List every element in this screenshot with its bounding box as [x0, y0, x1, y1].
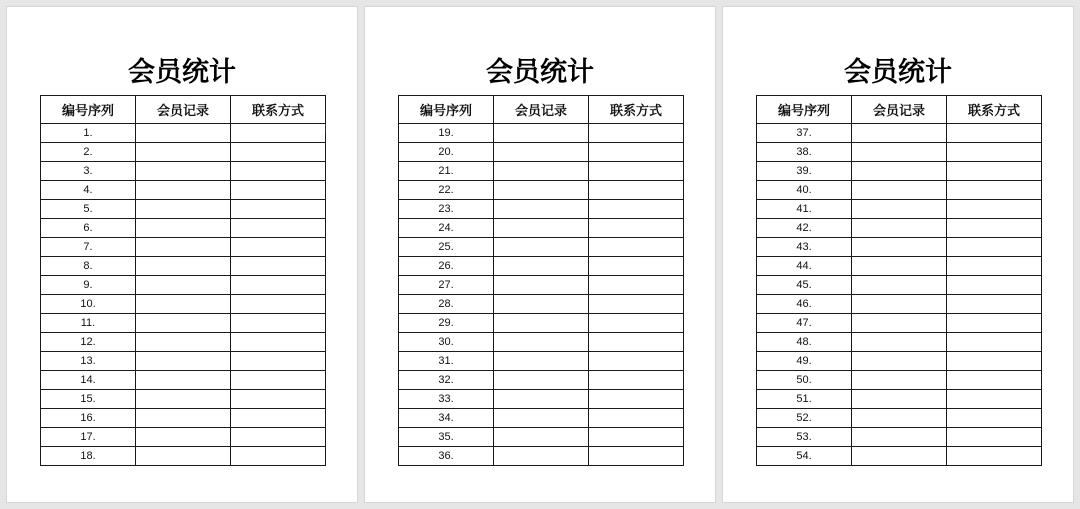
serial-number-cell[interactable]: 3.: [41, 162, 136, 181]
member-record-cell[interactable]: [494, 428, 589, 447]
table-row: [757, 447, 1042, 466]
contact-info-cell[interactable]: [589, 181, 684, 200]
table-row: [399, 276, 684, 295]
table-header-row: [399, 96, 684, 124]
table-row: [41, 447, 326, 466]
table-row: [41, 124, 326, 143]
serial-number-cell[interactable]: 12.: [41, 333, 136, 352]
contact-info-cell[interactable]: [947, 352, 1042, 371]
member-record-cell[interactable]: [852, 200, 947, 219]
table-row: [757, 390, 1042, 409]
table-body: [399, 124, 684, 466]
serial-number-cell[interactable]: 28.: [399, 295, 494, 314]
serial-number-cell[interactable]: 39.: [757, 162, 852, 181]
member-record-cell[interactable]: [136, 181, 231, 200]
text-cursor: [325, 124, 326, 133]
table-row: [399, 409, 684, 428]
member-table: [398, 95, 684, 466]
member-record-cell[interactable]: [852, 390, 947, 409]
table-row: [757, 371, 1042, 390]
contact-info-cell[interactable]: [589, 238, 684, 257]
table-row: [399, 295, 684, 314]
table-row: [757, 314, 1042, 333]
member-record-cell[interactable]: [136, 352, 231, 371]
contact-info-cell[interactable]: [947, 333, 1042, 352]
table-row: [399, 428, 684, 447]
serial-number-cell[interactable]: 6.: [41, 219, 136, 238]
contact-info-cell[interactable]: [947, 124, 1042, 143]
table-row: [399, 162, 684, 181]
member-record-cell[interactable]: [136, 428, 231, 447]
member-record-cell[interactable]: [852, 409, 947, 428]
member-record-cell[interactable]: [136, 200, 231, 219]
header-member-record: 会员记录: [852, 96, 947, 124]
page-title: 会员统计: [486, 57, 594, 88]
serial-number-cell[interactable]: 23.: [399, 200, 494, 219]
member-record-cell[interactable]: [852, 257, 947, 276]
member-record-cell[interactable]: [852, 181, 947, 200]
table-row: [399, 238, 684, 257]
member-record-cell[interactable]: [852, 371, 947, 390]
member-record-cell[interactable]: [494, 143, 589, 162]
contact-info-cell[interactable]: [589, 143, 684, 162]
document-page-3: [723, 7, 1073, 502]
serial-number-cell[interactable]: 42.: [757, 219, 852, 238]
member-record-cell[interactable]: [494, 409, 589, 428]
contact-info-cell[interactable]: [947, 257, 1042, 276]
serial-number-cell[interactable]: 17.: [41, 428, 136, 447]
contact-info-cell[interactable]: [231, 238, 326, 257]
serial-number-cell[interactable]: 21.: [399, 162, 494, 181]
contact-info-cell[interactable]: [947, 428, 1042, 447]
contact-info-cell[interactable]: [231, 200, 326, 219]
member-record-cell[interactable]: [136, 314, 231, 333]
document-page-1: [7, 7, 357, 502]
member-record-cell[interactable]: [494, 314, 589, 333]
member-record-cell[interactable]: [136, 447, 231, 466]
contact-info-cell[interactable]: [231, 428, 326, 447]
table-body: [757, 124, 1042, 466]
table-row: [41, 162, 326, 181]
contact-info-cell[interactable]: [589, 314, 684, 333]
member-record-cell[interactable]: [494, 238, 589, 257]
table-row: [757, 124, 1042, 143]
member-table: [40, 95, 326, 466]
table-row: [41, 295, 326, 314]
member-record-cell[interactable]: [494, 371, 589, 390]
contact-info-cell[interactable]: [231, 295, 326, 314]
header-serial-number: 编号序列: [41, 96, 136, 124]
table-row: [41, 314, 326, 333]
contact-info-cell[interactable]: [231, 143, 326, 162]
serial-number-cell[interactable]: 31.: [399, 352, 494, 371]
serial-number-cell[interactable]: 53.: [757, 428, 852, 447]
table-row: [41, 238, 326, 257]
member-table: [756, 95, 1042, 466]
contact-info-cell[interactable]: [589, 333, 684, 352]
member-record-cell[interactable]: [136, 162, 231, 181]
contact-info-cell[interactable]: [231, 181, 326, 200]
contact-info-cell[interactable]: [589, 409, 684, 428]
member-record-cell[interactable]: [136, 295, 231, 314]
contact-info-cell[interactable]: [947, 390, 1042, 409]
contact-info-cell[interactable]: [947, 371, 1042, 390]
serial-number-cell[interactable]: 51.: [757, 390, 852, 409]
header-contact-info: 联系方式: [589, 96, 684, 124]
member-record-cell[interactable]: [852, 219, 947, 238]
table-row: [757, 219, 1042, 238]
table-body: [41, 124, 326, 466]
serial-number-cell[interactable]: 54.: [757, 447, 852, 466]
serial-number-cell[interactable]: 33.: [399, 390, 494, 409]
table-row: [41, 219, 326, 238]
member-record-cell[interactable]: [852, 143, 947, 162]
serial-number-cell[interactable]: 35.: [399, 428, 494, 447]
member-record-cell[interactable]: [852, 124, 947, 143]
header-contact-info: 联系方式: [231, 96, 326, 124]
table-row: [41, 333, 326, 352]
contact-info-cell[interactable]: [589, 428, 684, 447]
serial-number-cell[interactable]: 9.: [41, 276, 136, 295]
serial-number-cell[interactable]: 50.: [757, 371, 852, 390]
member-record-cell[interactable]: [852, 238, 947, 257]
contact-info-cell[interactable]: [231, 390, 326, 409]
contact-info-cell[interactable]: [231, 371, 326, 390]
document-page-2: [365, 7, 715, 502]
contact-info-cell[interactable]: [231, 447, 326, 466]
serial-number-cell[interactable]: 32.: [399, 371, 494, 390]
contact-info-cell[interactable]: [231, 257, 326, 276]
serial-number-cell[interactable]: 11.: [41, 314, 136, 333]
serial-number-cell[interactable]: 4.: [41, 181, 136, 200]
contact-info-cell[interactable]: [947, 143, 1042, 162]
contact-info-cell[interactable]: [589, 390, 684, 409]
table-row: [757, 352, 1042, 371]
table-row: [757, 162, 1042, 181]
member-record-cell[interactable]: [852, 295, 947, 314]
serial-number-cell[interactable]: 8.: [41, 257, 136, 276]
table-row: [41, 143, 326, 162]
member-record-cell[interactable]: [136, 409, 231, 428]
header-contact-info: 联系方式: [947, 96, 1042, 124]
contact-info-cell[interactable]: [947, 238, 1042, 257]
member-record-cell[interactable]: [494, 181, 589, 200]
serial-number-cell[interactable]: 43.: [757, 238, 852, 257]
member-record-cell[interactable]: [494, 124, 589, 143]
table-row: [757, 257, 1042, 276]
table-row: [41, 390, 326, 409]
contact-info-cell[interactable]: [231, 352, 326, 371]
serial-number-cell[interactable]: 44.: [757, 257, 852, 276]
table-row: [41, 428, 326, 447]
table-row: [757, 409, 1042, 428]
serial-number-cell[interactable]: 22.: [399, 181, 494, 200]
contact-info-cell[interactable]: [947, 447, 1042, 466]
header-member-record: 会员记录: [136, 96, 231, 124]
member-record-cell[interactable]: [852, 276, 947, 295]
contact-info-cell[interactable]: [589, 447, 684, 466]
contact-info-cell[interactable]: [947, 409, 1042, 428]
member-record-cell[interactable]: [136, 238, 231, 257]
member-record-cell[interactable]: [136, 390, 231, 409]
contact-info-cell[interactable]: [947, 181, 1042, 200]
serial-number-cell[interactable]: 34.: [399, 409, 494, 428]
table-row: [399, 447, 684, 466]
serial-number-cell[interactable]: 30.: [399, 333, 494, 352]
contact-info-cell[interactable]: [589, 162, 684, 181]
member-record-cell[interactable]: [136, 257, 231, 276]
table-row: [399, 371, 684, 390]
serial-number-cell[interactable]: 5.: [41, 200, 136, 219]
member-record-cell[interactable]: [494, 276, 589, 295]
header-serial-number: 编号序列: [757, 96, 852, 124]
contact-info-cell[interactable]: [231, 333, 326, 352]
contact-info-cell[interactable]: [947, 314, 1042, 333]
member-record-cell[interactable]: [494, 200, 589, 219]
table-row: [757, 238, 1042, 257]
member-record-cell[interactable]: [494, 352, 589, 371]
member-record-cell[interactable]: [852, 333, 947, 352]
table-row: [399, 181, 684, 200]
member-record-cell[interactable]: [852, 314, 947, 333]
contact-info-cell[interactable]: [231, 314, 326, 333]
serial-number-cell[interactable]: 45.: [757, 276, 852, 295]
serial-number-cell[interactable]: 13.: [41, 352, 136, 371]
contact-info-cell[interactable]: [589, 124, 684, 143]
table-header-row: [41, 96, 326, 124]
serial-number-cell[interactable]: 2.: [41, 143, 136, 162]
contact-info-cell[interactable]: [947, 295, 1042, 314]
member-record-cell[interactable]: [852, 352, 947, 371]
member-record-cell[interactable]: [136, 333, 231, 352]
serial-number-cell[interactable]: 38.: [757, 143, 852, 162]
header-serial-number: 编号序列: [399, 96, 494, 124]
contact-info-cell[interactable]: [589, 200, 684, 219]
serial-number-cell[interactable]: 48.: [757, 333, 852, 352]
page-title: 会员统计: [128, 57, 236, 88]
contact-info-cell[interactable]: [947, 276, 1042, 295]
contact-info-cell[interactable]: [589, 257, 684, 276]
member-record-cell[interactable]: [494, 447, 589, 466]
table-row: [399, 390, 684, 409]
serial-number-cell[interactable]: 27.: [399, 276, 494, 295]
contact-info-cell[interactable]: [589, 371, 684, 390]
contact-info-cell[interactable]: [589, 276, 684, 295]
member-record-cell[interactable]: [136, 371, 231, 390]
serial-number-cell[interactable]: 24.: [399, 219, 494, 238]
table-row: [757, 200, 1042, 219]
table-row: [757, 181, 1042, 200]
table-row: [41, 276, 326, 295]
member-record-cell[interactable]: [494, 257, 589, 276]
member-record-cell[interactable]: [852, 162, 947, 181]
contact-info-cell[interactable]: [231, 276, 326, 295]
contact-info-cell[interactable]: [231, 409, 326, 428]
member-record-cell[interactable]: [494, 390, 589, 409]
member-record-cell[interactable]: [136, 143, 231, 162]
serial-number-cell[interactable]: 37.: [757, 124, 852, 143]
serial-number-cell[interactable]: 52.: [757, 409, 852, 428]
serial-number-cell[interactable]: 26.: [399, 257, 494, 276]
serial-number-cell[interactable]: 46.: [757, 295, 852, 314]
table-row: [399, 219, 684, 238]
serial-number-cell[interactable]: 29.: [399, 314, 494, 333]
contact-info-cell[interactable]: [589, 295, 684, 314]
serial-number-cell[interactable]: 47.: [757, 314, 852, 333]
table-row: [41, 409, 326, 428]
member-record-cell[interactable]: [852, 447, 947, 466]
contact-info-cell[interactable]: [589, 219, 684, 238]
member-record-cell[interactable]: [852, 428, 947, 447]
table-row: [399, 352, 684, 371]
member-record-cell[interactable]: [136, 219, 231, 238]
page-title: 会员统计: [844, 57, 952, 88]
table-row: [399, 143, 684, 162]
serial-number-cell[interactable]: 41.: [757, 200, 852, 219]
member-record-cell[interactable]: [136, 276, 231, 295]
serial-number-cell[interactable]: 18.: [41, 447, 136, 466]
table-row: [41, 352, 326, 371]
serial-number-cell[interactable]: 20.: [399, 143, 494, 162]
table-row: [41, 257, 326, 276]
table-row: [41, 181, 326, 200]
contact-info-cell[interactable]: [947, 162, 1042, 181]
table-row: [399, 124, 684, 143]
serial-number-cell[interactable]: 19.: [399, 124, 494, 143]
contact-info-cell[interactable]: [947, 219, 1042, 238]
serial-number-cell[interactable]: 16.: [41, 409, 136, 428]
serial-number-cell[interactable]: 40.: [757, 181, 852, 200]
table-row: [41, 371, 326, 390]
serial-number-cell[interactable]: 7.: [41, 238, 136, 257]
serial-number-cell[interactable]: 49.: [757, 352, 852, 371]
serial-number-cell[interactable]: 1.: [41, 124, 136, 143]
table-row: [757, 295, 1042, 314]
table-header-row: [757, 96, 1042, 124]
contact-info-cell[interactable]: [947, 200, 1042, 219]
serial-number-cell[interactable]: 14.: [41, 371, 136, 390]
serial-number-cell[interactable]: 10.: [41, 295, 136, 314]
table-row: [757, 276, 1042, 295]
table-row: [757, 428, 1042, 447]
table-row: [399, 333, 684, 352]
contact-info-cell[interactable]: [231, 219, 326, 238]
contact-info-cell[interactable]: [231, 162, 326, 181]
serial-number-cell[interactable]: 25.: [399, 238, 494, 257]
serial-number-cell[interactable]: 15.: [41, 390, 136, 409]
member-record-cell[interactable]: [494, 219, 589, 238]
member-record-cell[interactable]: [494, 295, 589, 314]
table-row: [757, 143, 1042, 162]
member-record-cell[interactable]: [494, 162, 589, 181]
table-row: [399, 257, 684, 276]
contact-info-cell[interactable]: [589, 352, 684, 371]
table-row: [399, 200, 684, 219]
member-record-cell[interactable]: [136, 124, 231, 143]
table-row: [41, 200, 326, 219]
contact-info-cell[interactable]: [231, 124, 326, 143]
table-row: [757, 333, 1042, 352]
table-row: [399, 314, 684, 333]
serial-number-cell[interactable]: 36.: [399, 447, 494, 466]
member-record-cell[interactable]: [494, 333, 589, 352]
header-member-record: 会员记录: [494, 96, 589, 124]
